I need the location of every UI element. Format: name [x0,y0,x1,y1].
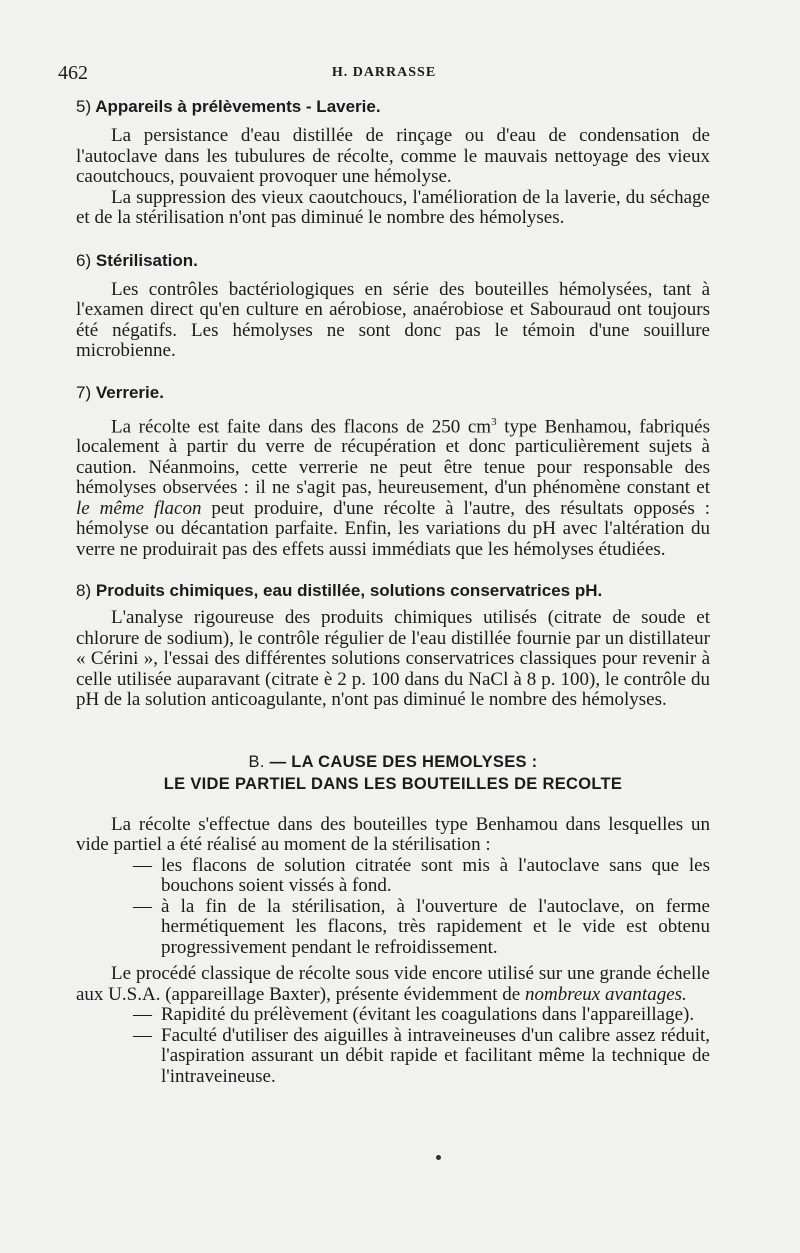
section-5-paragraph: La persistance d'eau distillée de rinçage ou d'eau de condensation de l'autoclave dans les tubulures de récolte, comme le mauvais nettoyage des vieux caoutchoucs, pouvaient provoquer une hémolyse. [76,125,710,187]
list-item: — Faculté d'utiliser des aiguilles à intraveineuses d'un calibre assez réduit, l'aspiration assurant un débit rapide et facilitant même la technique de l'intraveineuse. [133,1024,710,1087]
section-8-paragraph: L'analyse rigoureuse des produits chimiques utilisés (citrate de soude et chlorure de sodium), le contrôle régulier de l'eau distillée fournie par un distillateur « Cérini », l'essai des différentes solutions conservatrices classiques pour revenir à celle utilisée auparavant (citrate è 2 p. 100 dans du NaCl à 8 p. 100), le contrôle du pH de la solution anticoagulante, n'ont pas diminué le nombre des hémolyses. [76,607,710,711]
list-item: — à la fin de la stérilisation, à l'ouverture de l'autoclave, on ferme hermétiquement les flacons, très rapidement et le vide est obtenu progressivement pendant le refroidissement. [133,895,710,958]
section-5-paragraph: La suppression des vieux caoutchoucs, l'amélioration de la laverie, du séchage et de la stérilisation n'ont pas diminué le nombre des hémolyses. [76,186,710,228]
part-b-paragraph: Le procédé classique de récolte sous vide encore utilisé sur une grande échelle aux U.S.A. (appareillage Baxter), présente évidemment de nombreux avantages. [76,963,710,1005]
running-head: H. DARRASSE [331,65,437,80]
part-b-intro: La récolte s'effectue dans des bouteilles type Benhamou dans lesquelles un vide partiel a été réalisé au moment de la stérilisation : [76,813,710,856]
section-7-paragraph: La récolte est faite dans des flacons de 250 $cm^3$ type Benhamou, fabriqués localement à partir du verre de récupération et donc particulièrement sujets à caution. Néanmoins, cette verrerie ne peut être tenue pour responsable des hémolyses observées : il ne s'agit pas, heureusement, d'un phénomène constant et le même flacon peut produire, d'une récolte à l'autre, des résultats opposés : hémolyse ou décantation parfaite. Enfin, les variations du pH avec l'altération du verre ne produirait pas des effets aussi immédiats que les hémolyses étudiées. [76,415,710,560]
list-item: — les flacons de solution citratée sont mis à l'autoclave sans que les bouchons soient vissés à fond. [133,854,710,897]
section-6-paragraph: Les contrôles bactériologiques en série des bouteilles hémolysées, tant à l'examen direct qu'en culture en aérobiose, anaérobiose et Sabouraud ont toujours été négatifs. Les hémolyses ne sont donc pas le témoin d'une souillure microbienne. [76,278,710,361]
section-5-heading: 5) Appareils à prélèvements - Laverie. [76,97,381,116]
list-item: — Rapidité du prélèvement (évitant les coagulations dans l'appareillage). [133,1004,695,1026]
section-6-heading: 6) Stérilisation. [76,250,198,270]
page-body [76,96,710,1087]
ink-dot [436,1155,441,1160]
section-7-heading: 7) Verrerie. [76,382,164,402]
section-8-heading: 8) Produits chimiques, eau distillée, solutions conservatrices pH. [76,581,603,601]
part-b-title: B. — LA CAUSE DES HEMOLYSES : LE VIDE PARTIEL DANS LES BOUTEILLES DE RECOLTE [163,752,623,793]
page-number: 462 [58,62,88,84]
page-header [58,62,710,86]
